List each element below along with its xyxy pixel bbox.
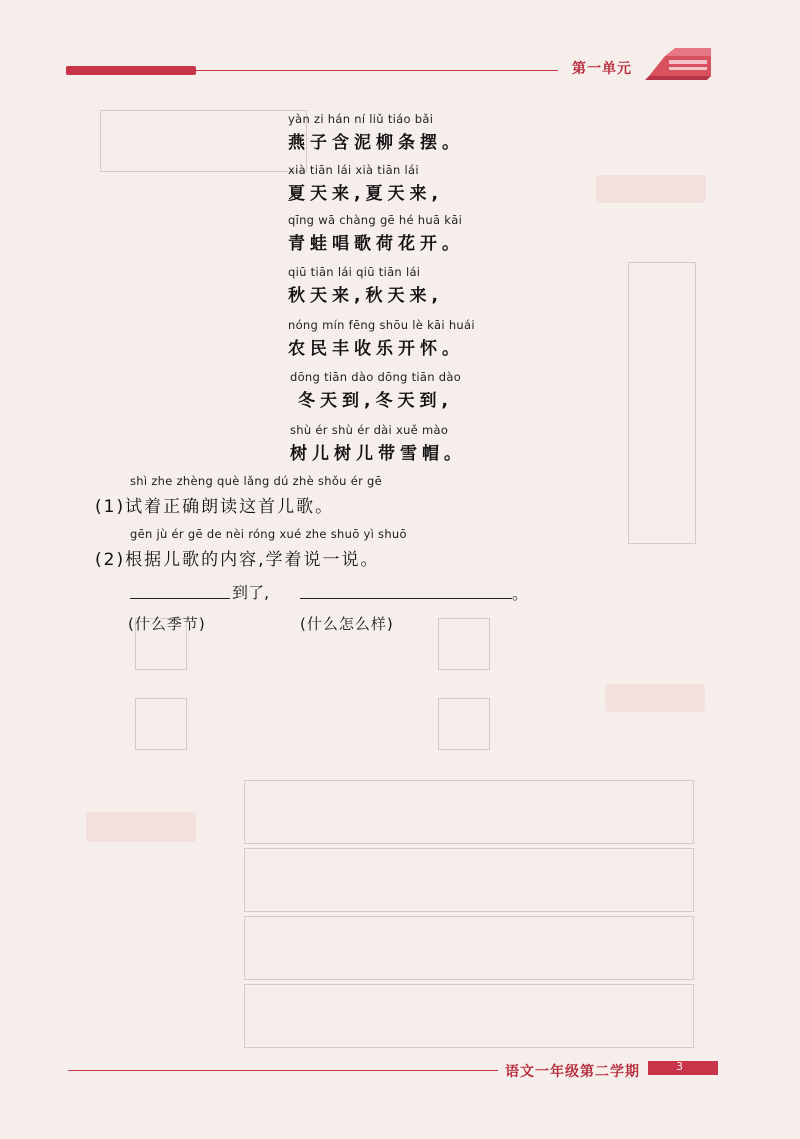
poem-pinyin-7: shù ér shù ér dài xuě mào xyxy=(290,423,449,437)
poem-line-5: 农民丰收乐开怀。 xyxy=(288,339,464,359)
season-blank[interactable] xyxy=(130,598,230,599)
bleed-through-grid-right xyxy=(628,262,696,544)
poem-pinyin-3: qīng wā chàng gē hé huā kāi xyxy=(288,213,463,227)
question-1: (1)试着正确朗读这首儿歌。 xyxy=(95,497,335,517)
fill-middle-text: 到了, xyxy=(232,583,270,602)
books-illustration xyxy=(645,46,715,80)
header-rule xyxy=(196,70,558,71)
question-1-pinyin: shì zhe zhèng què lǎng dú zhè shǒu ér gē xyxy=(130,474,383,488)
footer-rule xyxy=(68,1070,498,1071)
event-blank[interactable] xyxy=(300,598,512,599)
bleed-through-red-label xyxy=(596,175,706,203)
hint-season: (什么季节) xyxy=(128,615,206,633)
bleed-through-grid-small xyxy=(135,698,187,750)
question-2-pinyin: gēn jù ér gē de nèi róng xué zhe shuō yì shuō xyxy=(130,527,407,541)
book-title: 语文一年级第二学期 xyxy=(505,1064,640,1080)
poem-pinyin-5: nóng mín fēng shōu lè kāi huái xyxy=(288,318,475,332)
bleed-through-red-label xyxy=(86,812,196,842)
poem-pinyin-6: dōng tiān dào dōng tiān dào xyxy=(290,370,462,384)
bleed-through-grid-row xyxy=(244,780,694,844)
hint-what: (什么怎么样) xyxy=(300,615,394,633)
bleed-through-grid-row xyxy=(244,984,694,1048)
bleed-through-red-label xyxy=(605,684,705,712)
poem-pinyin-2: xià tiān lái xià tiān lái xyxy=(288,163,419,177)
poem-line-2: 夏天来,夏天来, xyxy=(288,184,443,204)
bleed-through-grid-row xyxy=(244,916,694,980)
poem-line-3: 青蛙唱歌荷花开。 xyxy=(288,234,464,254)
bleed-through-grid-left xyxy=(100,110,307,172)
poem-pinyin-4: qiū tiān lái qiū tiān lái xyxy=(288,265,421,279)
bleed-through-grid-row xyxy=(244,848,694,912)
footer-accent-bar xyxy=(648,1061,718,1075)
poem-line-4: 秋天来,秋天来, xyxy=(288,286,443,306)
page-number: 3 xyxy=(676,1060,683,1073)
question-2: (2)根据儿歌的内容,学着说一说。 xyxy=(95,550,380,570)
poem-line-7: 树儿树儿带雪帽。 xyxy=(290,444,466,464)
poem-pinyin-1: yàn zi hán ní liǔ tiáo bǎi xyxy=(288,112,434,126)
bleed-through-grid-small xyxy=(438,698,490,750)
fill-end-period: 。 xyxy=(512,584,529,603)
poem-line-1: 燕子含泥柳条摆。 xyxy=(288,133,464,153)
header-accent-bar xyxy=(66,66,196,75)
bleed-through-grid-small xyxy=(438,618,490,670)
unit-title: 第一单元 xyxy=(572,61,632,77)
poem-line-6: 冬天到,冬天到, xyxy=(298,391,453,411)
